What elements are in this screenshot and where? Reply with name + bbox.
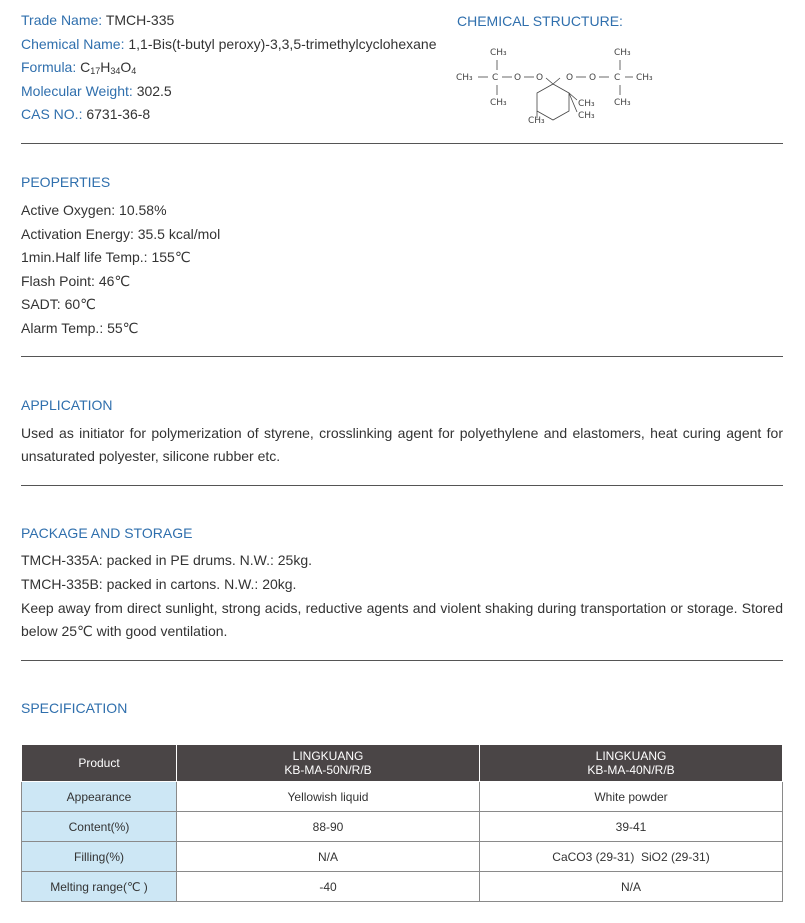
properties-title: PEOPERTIES (21, 174, 111, 190)
right-oxygen-2: O (589, 73, 597, 83)
chemical-structure-diagram (450, 40, 670, 130)
row-value-2: CaCO3 (29-31) SiO2 (29-31) (480, 842, 783, 872)
right-oxygen-1: O (566, 73, 574, 83)
header-product-2: LINGKUANG KB-MA-40N/R/B (480, 745, 783, 782)
cas-value: 6731-36-8 (86, 106, 151, 122)
header-product: Product (22, 745, 177, 782)
right-carbon: C (614, 73, 621, 83)
specification-table (21, 744, 783, 902)
package-line-b: TMCH-335B: packed in cartons. N.W.: 20kg. (21, 576, 297, 592)
left-carbon: C (492, 73, 499, 83)
trade-name-row (21, 11, 174, 29)
right-top-methyl: CH₃ (614, 48, 631, 58)
row-value-1: 88-90 (177, 812, 480, 842)
property-item: Active Oxygen: 10.58% (21, 202, 167, 218)
cas-label: CAS NO.: (21, 106, 83, 122)
table-row (22, 872, 783, 902)
row-value-1: N/A (177, 842, 480, 872)
chemical-name-row (21, 35, 437, 53)
molecular-weight-value: 302.5 (136, 83, 172, 99)
row-label: Filling(%) (22, 842, 177, 872)
property-item: Activation Energy: 35.5 kcal/mol (21, 226, 221, 242)
divider (21, 356, 783, 357)
row-value-2: 39-41 (480, 812, 783, 842)
divider (21, 660, 783, 661)
specification-title: SPECIFICATION (21, 700, 128, 716)
package-title: PACKAGE AND STORAGE (21, 525, 193, 541)
row-label: Melting range(℃ ) (22, 872, 177, 902)
left-oxygen-1: O (514, 73, 522, 83)
row-label: Appearance (22, 782, 177, 812)
formula-value: $C_{17}H_{34}O_4$ (80, 59, 137, 76)
formula-label: Formula: (21, 59, 77, 75)
property-item: SADT: 60℃ (21, 296, 96, 312)
chemical-structure-title: CHEMICAL STRUCTURE: (457, 13, 623, 29)
left-methyl: CH₃ (456, 73, 473, 83)
formula-row (21, 58, 136, 76)
chemical-name-label: Chemical Name: (21, 36, 125, 52)
divider (21, 143, 783, 144)
row-value-1: Yellowish liquid (177, 782, 480, 812)
application-text: Used as initiator for polymerization of styrene, crosslinking agent for polyethylene and elastomers, heat curing agent for unsaturated polyester, silicone rubber etc. (21, 425, 783, 464)
right-bottom-methyl: CH₃ (614, 98, 631, 108)
package-line-a: TMCH-335A: packed in PE drums. N.W.: 25kg. (21, 552, 312, 568)
cas-row (21, 105, 150, 123)
table-header-row (22, 745, 783, 782)
header-product-1: LINGKUANG KB-MA-50N/R/B (177, 745, 480, 782)
table-row (22, 782, 783, 812)
property-item: Alarm Temp.: 55℃ (21, 320, 139, 336)
property-item: Flash Point: 46℃ (21, 273, 131, 289)
ring-methyl-2: CH₃ (578, 111, 595, 121)
left-oxygen-2: O (536, 73, 544, 83)
molecular-weight-row (21, 82, 172, 100)
right-methyl: CH₃ (636, 73, 653, 83)
storage-text: Keep away from direct sunlight, strong acids, reductive agents and violent shaking during transportation or storage. Stored below 25℃ with good ventilation. (21, 600, 783, 639)
row-value-1: -40 (177, 872, 480, 902)
chemical-name-value: 1,1-Bis(t-butyl peroxy)-3,3,5-trimethylcyclohexane (128, 36, 437, 52)
left-top-methyl: CH₃ (490, 48, 507, 58)
table-row (22, 842, 783, 872)
row-value-2: N/A (480, 872, 783, 902)
ring-methyl-1: CH₃ (578, 99, 595, 109)
molecular-weight-label: Molecular Weight: (21, 83, 133, 99)
left-bottom-methyl: CH₃ (490, 98, 507, 108)
property-item: 1min.Half life Temp.: 155℃ (21, 249, 191, 265)
divider (21, 485, 783, 486)
ring-methyl-3: CH₃ (528, 116, 545, 126)
application-title: APPLICATION (21, 397, 113, 413)
row-value-2: White powder (480, 782, 783, 812)
row-label: Content(%) (22, 812, 177, 842)
table-row (22, 812, 783, 842)
trade-name-label: Trade Name: (21, 12, 103, 28)
trade-name-value: TMCH-335 (105, 12, 175, 28)
